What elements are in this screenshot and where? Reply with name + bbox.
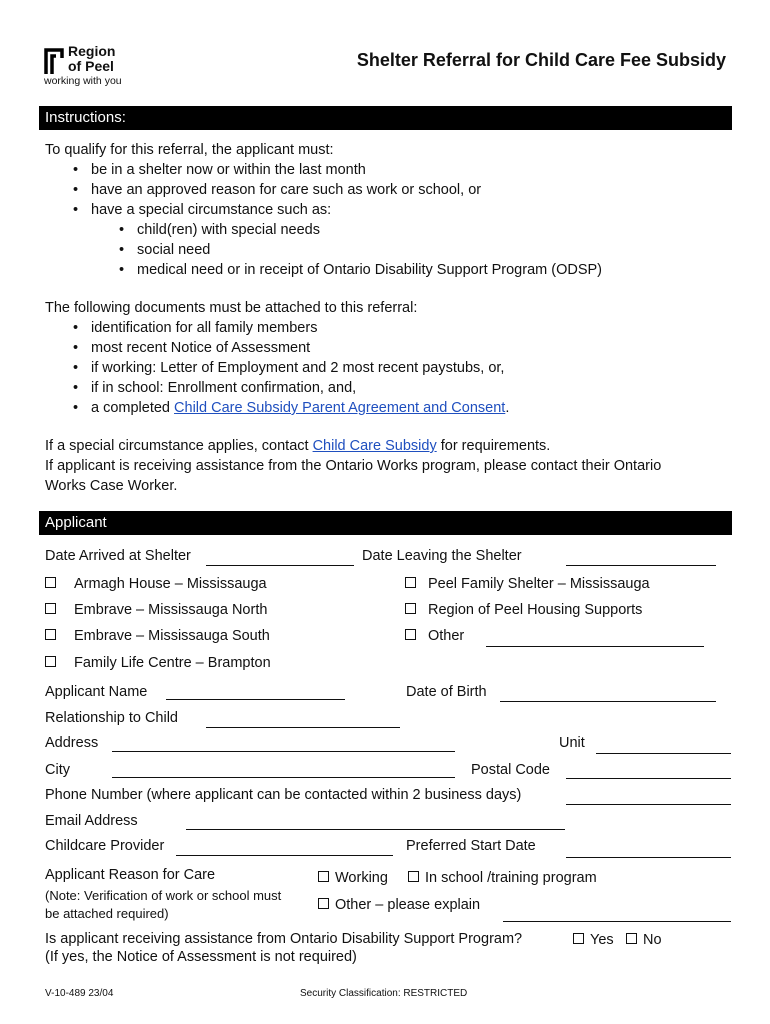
other-shelter-field[interactable] <box>486 646 704 647</box>
shelter-option[interactable] <box>405 600 642 620</box>
relationship-field[interactable] <box>206 727 400 728</box>
start-date-field[interactable] <box>566 857 731 858</box>
list-item: • social need <box>45 240 735 260</box>
address-field[interactable] <box>112 751 455 752</box>
option-label: Other – please explain <box>335 897 481 913</box>
logo-tagline: working with you <box>44 75 122 87</box>
shelter-option[interactable] <box>405 626 464 646</box>
shelter-label: Embrave – Mississauga North <box>74 602 268 618</box>
shelter-option[interactable] <box>45 653 271 673</box>
shelter-label: Armagh House – Mississauga <box>74 576 267 592</box>
list-item <box>45 398 735 418</box>
checkbox-icon[interactable] <box>405 577 416 588</box>
documents-intro: The following documents must be attached to this referral: <box>45 300 418 316</box>
odsp-yes-option[interactable] <box>573 930 614 950</box>
reason-school-option[interactable] <box>408 868 597 888</box>
checkbox-icon[interactable] <box>573 933 584 944</box>
list-item: • child(ren) with special needs <box>45 220 735 240</box>
odsp-question: Is applicant receiving assistance from Ontario Disability Support Program? <box>45 931 523 947</box>
unit-label: Unit <box>559 735 585 751</box>
odsp-note: (If yes, the Notice of Assessment is not required) <box>45 949 357 965</box>
security-classification: Security Classification: RESTRICTED <box>300 988 468 999</box>
list-item: • if working: Letter of Employment and 2 most recent paystubs, or, <box>45 358 735 378</box>
dob-label: Date of Birth <box>406 684 487 700</box>
checkbox-icon[interactable] <box>405 629 416 640</box>
date-arrived-label: Date Arrived at Shelter <box>45 548 191 564</box>
page-title: Shelter Referral for Child Care Fee Subsidy <box>356 50 726 70</box>
form-id: V-10-489 23/04 <box>45 988 114 999</box>
qualify-intro: To qualify for this referral, the applicant must: <box>45 142 334 158</box>
child-care-subsidy-link[interactable]: Child Care Subsidy <box>312 438 437 454</box>
reason-note-1: (Note: Verification of work or school must <box>45 888 282 903</box>
ontario-works-text-1: If applicant is receiving assistance from the Ontario Works program, please contact their Ontario <box>45 458 662 474</box>
date-leaving-label: Date Leaving the Shelter <box>362 548 522 564</box>
dob-field[interactable] <box>500 701 716 702</box>
logo-line-2: of Peel <box>68 58 114 74</box>
instructions-heading: Instructions: <box>39 106 732 130</box>
city-field[interactable] <box>112 777 455 778</box>
reason-label: Applicant Reason for Care <box>45 867 216 883</box>
date-leaving-field[interactable] <box>566 565 716 566</box>
option-label: Working <box>335 870 388 886</box>
relationship-label: Relationship to Child <box>45 710 178 726</box>
logo-line-1: Region <box>68 43 116 59</box>
phone-field[interactable] <box>566 804 731 805</box>
option-label: In school /training program <box>425 870 597 886</box>
doc-last-prefix: a completed <box>91 400 175 416</box>
shelter-label: Family Life Centre – Brampton <box>74 655 271 671</box>
checkbox-icon[interactable] <box>45 656 56 667</box>
qualify-list <box>45 160 735 280</box>
checkbox-icon[interactable] <box>318 871 329 882</box>
peel-logo-mark-icon <box>44 46 66 76</box>
instructions-body <box>45 140 735 496</box>
email-label: Email Address <box>45 813 138 829</box>
contact-prefix: If a special circumstance applies, contact <box>45 438 313 454</box>
option-label: Yes <box>590 932 614 948</box>
shelter-label: Peel Family Shelter – Mississauga <box>428 576 650 592</box>
postal-code-field[interactable] <box>566 778 731 779</box>
shelter-label: Embrave – Mississauga South <box>74 628 270 644</box>
list-item: • most recent Notice of Assessment <box>45 338 735 358</box>
applicant-name-label: Applicant Name <box>45 684 148 700</box>
childcare-provider-field[interactable] <box>176 855 393 856</box>
checkbox-icon[interactable] <box>45 577 56 588</box>
phone-label: Phone Number (where applicant can be contacted within 2 business days) <box>45 787 522 803</box>
special-contact-text <box>45 436 735 456</box>
shelter-option[interactable] <box>45 600 267 620</box>
ontario-works-text-2: Works Case Worker. <box>45 478 178 494</box>
shelter-option[interactable] <box>405 574 650 594</box>
shelter-label: Region of Peel Housing Supports <box>428 602 643 618</box>
shelter-option[interactable] <box>45 626 270 646</box>
documents-list <box>45 318 735 418</box>
address-label: Address <box>45 735 99 751</box>
reason-working-option[interactable] <box>318 868 388 888</box>
option-label: No <box>643 932 662 948</box>
region-of-peel-logo <box>44 44 134 90</box>
reason-note-2: be attached required) <box>45 906 169 921</box>
reason-other-option[interactable] <box>318 895 480 915</box>
agreement-consent-link[interactable]: Child Care Subsidy Parent Agreement and Consent <box>174 400 506 416</box>
list-item: • be in a shelter now or within the last month <box>45 160 735 180</box>
list-item: • have a special circumstance such as: <box>45 200 735 220</box>
city-label: City <box>45 762 70 778</box>
postal-code-label: Postal Code <box>471 762 550 778</box>
checkbox-icon[interactable] <box>405 603 416 614</box>
shelter-label: Other <box>428 628 465 644</box>
list-item: • have an approved reason for care such as work or school, or <box>45 180 735 200</box>
date-arrived-field[interactable] <box>206 565 354 566</box>
list-item: • medical need or in receipt of Ontario Disability Support Program (ODSP) <box>45 260 735 280</box>
checkbox-icon[interactable] <box>45 629 56 640</box>
checkbox-icon[interactable] <box>626 933 637 944</box>
checkbox-icon[interactable] <box>408 871 419 882</box>
shelter-option[interactable] <box>45 574 267 594</box>
doc-last-suffix: . <box>505 400 510 416</box>
start-date-label: Preferred Start Date <box>406 838 536 854</box>
checkbox-icon[interactable] <box>318 898 329 909</box>
list-item: • identification for all family members <box>45 318 735 338</box>
email-field[interactable] <box>186 829 565 830</box>
applicant-heading: Applicant <box>39 511 732 535</box>
checkbox-icon[interactable] <box>45 603 56 614</box>
applicant-name-field[interactable] <box>166 699 345 700</box>
reason-explain-field[interactable] <box>503 921 731 922</box>
contact-suffix: for requirements. <box>436 438 551 454</box>
unit-field[interactable] <box>596 753 731 754</box>
list-item: • if in school: Enrollment confirmation, and, <box>45 378 735 398</box>
childcare-provider-label: Childcare Provider <box>45 838 165 854</box>
odsp-no-option[interactable] <box>626 930 662 950</box>
